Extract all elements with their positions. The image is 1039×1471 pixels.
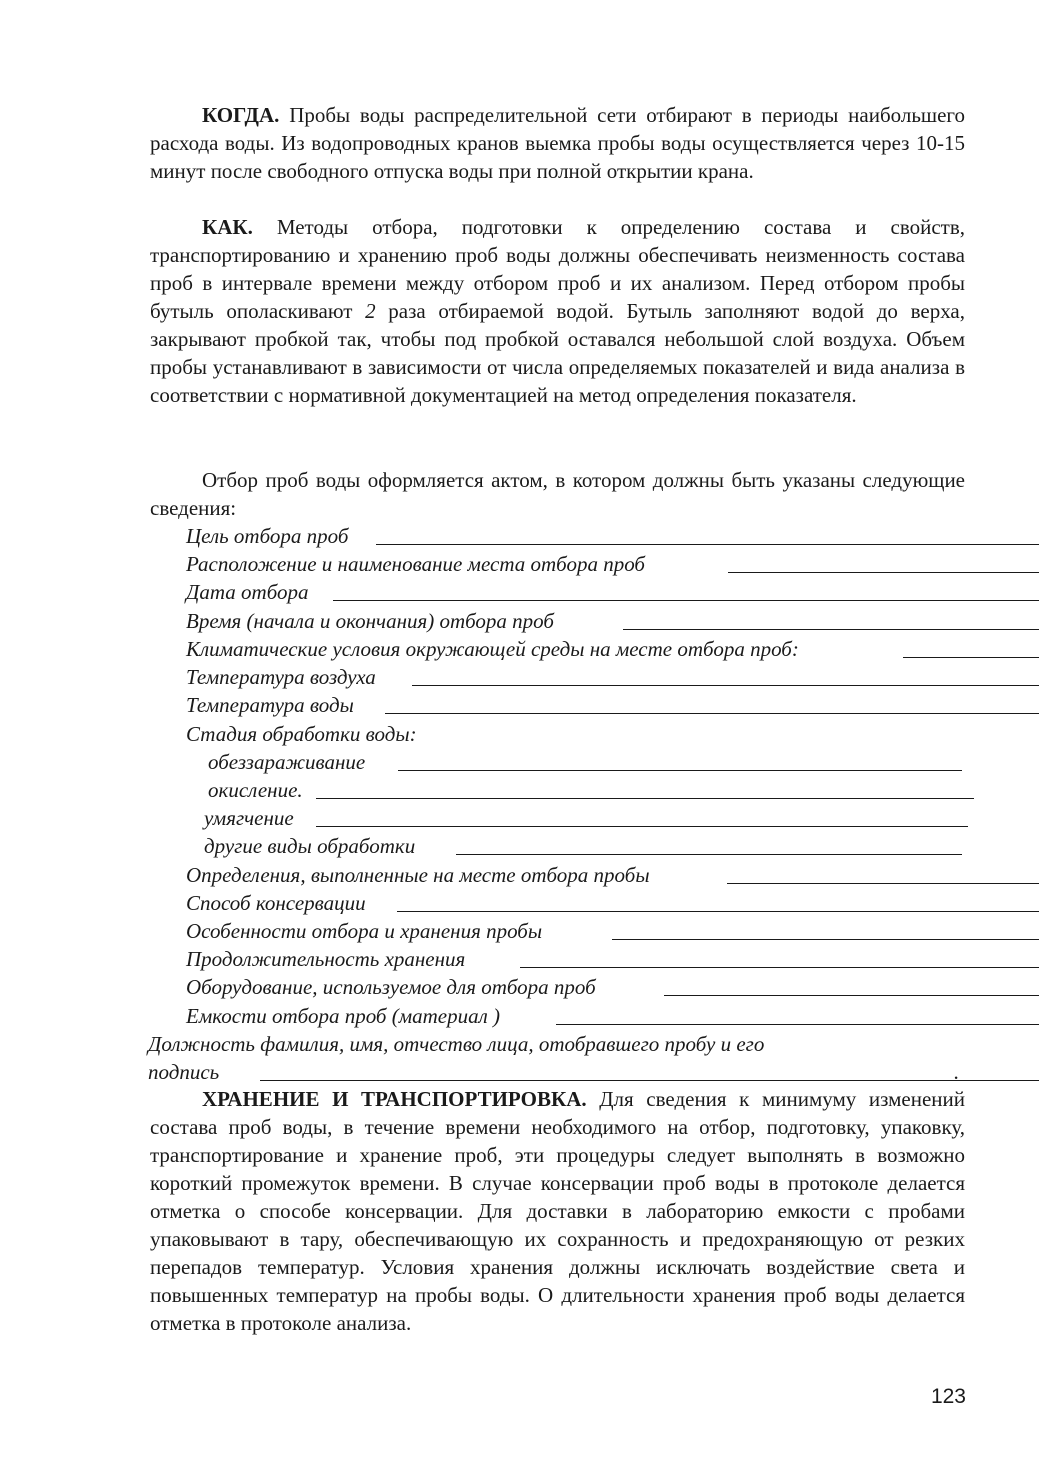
form-blank-line [376, 544, 1039, 545]
form-label: Стадия обработки воды: [186, 722, 417, 746]
form-field-container-material [186, 1002, 500, 1030]
paragraph-when-text: Пробы воды распределительной сети отбирают в периоды наибольшего расхода воды. Из водопроводных кранов выемка пробы воды осуществляется через 10-15 минут после свободного отпуска воды при полной открытии крана. [150, 103, 965, 183]
form-field-storage-duration [186, 945, 465, 973]
form-field-date [186, 578, 308, 606]
form-field-oxidation [208, 776, 303, 804]
form-field-sampling-features [186, 917, 542, 945]
paragraph-how-text-2: раза отбираемой водой. Бутыль заполняют водой до верха, закрывают пробкой так, чтобы под пробкой оставался небольшой слой воздуха. Объем пробы устанавливают в зависимости от числа определяемых показателей и вида анализа в соответствии с нормативной документацией на метод определения показателя. [150, 299, 965, 407]
form-field-time [186, 607, 554, 635]
form-blank-line [728, 572, 1039, 573]
form-label: подпись [148, 1060, 220, 1084]
form-field-purpose [186, 522, 348, 550]
rinse-times: 2 [365, 299, 376, 323]
paragraph-when [150, 101, 965, 185]
form-label: Способ консервации [186, 891, 366, 915]
form-label: Температура воздуха [186, 665, 376, 689]
form-field-disinfection [208, 748, 365, 776]
form-label: Емкости отбора проб (материал ) [186, 1004, 501, 1028]
paragraph-storage-text: Для сведения к минимуму изменений состава проб воды, в течение времени необходимого на отбор, подготовку, упаковку, транспортирование и хранение проб, эти процедуры следует выполнять в возможно короткий промежуток времени. В случае консервации проб воды в протоколе делается отметка о способе консервации. Для доставки в лабораторию емкости с пробами упаковывают в тару, обеспечивающую их сохранность и предохраняющую от резких перепадов температур. Условия хранения должны исключать воздействие света и повышенных температур на пробы воды. О длительности хранения проб воды делается отметка в протоколе анализа. [150, 1087, 966, 1335]
form-blank-line [623, 629, 1039, 630]
form-blank-line [398, 770, 962, 771]
paragraph-how [150, 213, 965, 409]
form-label: окисление. [208, 778, 303, 802]
page-number: 123 [930, 1385, 966, 1408]
form-field-softening [204, 804, 294, 832]
form-blank-line [727, 883, 1039, 884]
heading-how: КАК. [202, 215, 253, 239]
heading-storage: ХРАНЕНИЕ И ТРАНСПОРТИРОВКА. [202, 1087, 587, 1111]
form-blank-line [260, 1080, 1039, 1081]
form-blank-line [333, 600, 1039, 601]
form-blank-line [456, 854, 962, 855]
form-blank-line [903, 657, 1039, 658]
form-label: Температура воды [186, 693, 354, 717]
form-label: Время (начала и окончания) отбора проб [186, 609, 554, 633]
paragraph-storage [150, 1085, 965, 1337]
form-blank-line [664, 995, 1039, 996]
form-field-signature [148, 1058, 960, 1086]
form-field-other-treatment [204, 832, 415, 860]
form-field-sampler-position [148, 1030, 764, 1058]
form-label: Дата отбора [186, 580, 309, 604]
form-blank-line [316, 826, 968, 827]
form-blank-line [520, 967, 1039, 968]
form-label: Должность фамилия, имя, отчество лица, отобравшего пробу и его [148, 1032, 765, 1056]
form-field-location [186, 550, 645, 578]
form-field-preservation-method [186, 889, 366, 917]
form-blank-line [612, 939, 1039, 940]
form-field-water-temperature [186, 691, 354, 719]
form-label: умягчение [204, 806, 294, 830]
form-label: Особенности отбора и хранения пробы [186, 919, 543, 943]
heading-when: КОГДА. [202, 103, 280, 127]
signature-end-mark: . [954, 1060, 960, 1084]
form-field-treatment-stage [186, 720, 417, 748]
form-blank-line [316, 798, 974, 799]
form-field-climate [186, 635, 799, 663]
form-label: обеззараживание [208, 750, 366, 774]
form-label: Климатические условия окружающей среды на месте отбора проб: [186, 637, 799, 661]
form-field-onsite-measurements [186, 861, 650, 889]
form-field-air-temperature [186, 663, 376, 691]
form-label: Расположение и наименование места отбора проб [186, 552, 645, 576]
form-field-equipment [186, 973, 596, 1001]
form-label: Цель отбора проб [186, 524, 349, 548]
paragraph-how-text-1: Методы отбора, подготовки к определению состава и свойств, транспортированию и хранению проб воды должны обеспечивать неизменность состава проб в интервале времени между отбором проб и их анализом. Перед отбором пробы бутыль ополаскивают [150, 215, 965, 323]
form-label: Продолжительность хранения [186, 947, 466, 971]
form-label: Определения, выполненные на месте отбора пробы [186, 863, 650, 887]
form-blank-line [385, 713, 1039, 714]
form-label: Оборудование, используемое для отбора проб [186, 975, 596, 999]
form-label: другие виды обработки [204, 834, 416, 858]
form-blank-line [397, 911, 1039, 912]
form-blank-line [412, 685, 1039, 686]
act-intro-text: Отбор проб воды оформляется актом, в котором должны быть указаны следующие сведения: [150, 468, 965, 520]
form-blank-line [556, 1024, 1039, 1025]
paragraph-act-intro [150, 466, 965, 522]
